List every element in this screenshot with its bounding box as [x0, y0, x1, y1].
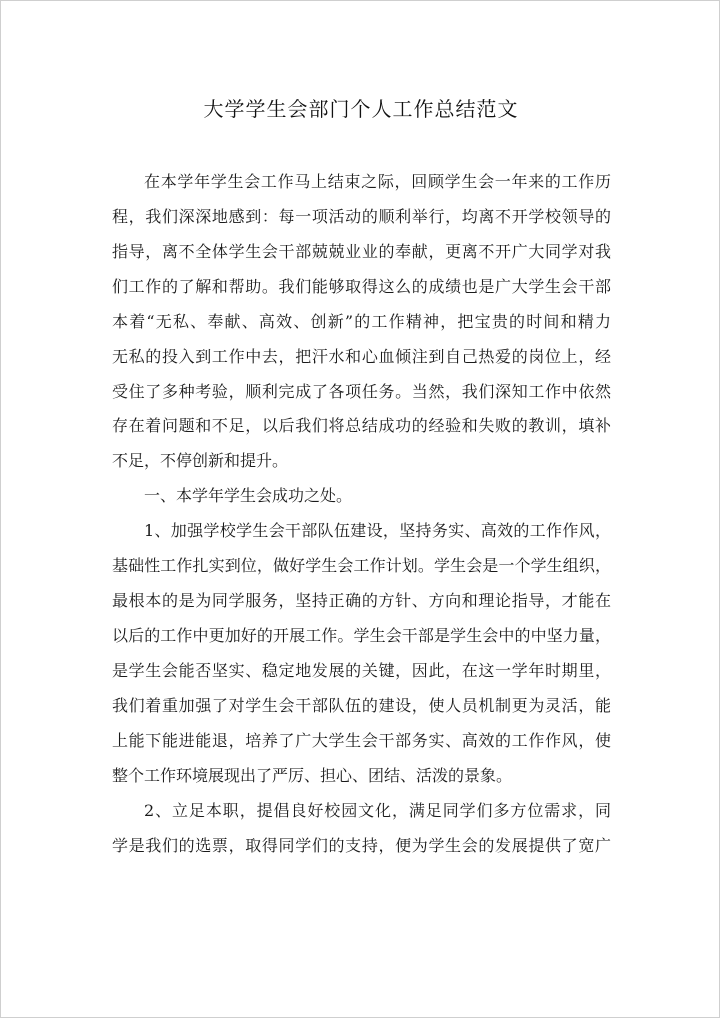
- section-heading: 一、本学年学生会成功之处。: [144, 486, 353, 505]
- body-line: 在本学年学生会工作马上结束之际，回顾学生会一年来的工作历: [144, 172, 611, 191]
- body-line: 存在着问题和不足，以后我们将总结成功的经验和失败的教训，填补: [112, 416, 611, 435]
- body-line: 以后的工作中更加好的开展工作。学生会干部是学生会中的中坚力量，: [112, 626, 611, 645]
- body-line: 整个工作环境展现出了严厉、担心、团结、活泼的景象。: [112, 766, 513, 785]
- body-line: 们工作的了解和帮助。我们能够取得这么的成绩也是广大学生会干部: [112, 277, 611, 296]
- body-line: 最根本的是为同学服务，坚持正确的方针、方向和理论指导，才能在: [112, 591, 611, 610]
- body-line: 1、加强学校学生会干部队伍建设，坚持务实、高效的工作作风，: [144, 521, 611, 540]
- body-line: 程，我们深深地感到：每一项活动的顺利举行，均离不开学校领导的: [112, 207, 611, 226]
- body-line: 本着“无私、奉献、高效、创新”的工作精神，把宝贵的时间和精力: [112, 312, 611, 331]
- body-line: 无私的投入到工作中去，把汗水和心血倾注到自己热爱的岗位上，经: [112, 347, 611, 366]
- body-line: 指导，离不全体学生会干部兢兢业业的奉献，更离不开广大同学对我: [112, 242, 611, 261]
- body-line: 上能下能进能退，培养了广大学生会干部务实、高效的工作作风，使: [112, 731, 611, 750]
- body-line: 我们着重加强了对学生会干部队伍的建设，使人员机制更为灵活，能: [112, 696, 611, 715]
- body-line: 基础性工作扎实到位，做好学生会工作计划。学生会是一个学生组织，: [112, 556, 611, 575]
- body-line: 是学生会能否坚实、稳定地发展的关键，因此，在这一学年时期里，: [112, 661, 611, 680]
- body-line: 2、立足本职，提倡良好校园文化，满足同学们多方位需求，同: [144, 801, 611, 820]
- body-line: 学是我们的选票，取得同学们的支持，便为学生会的发展提供了宽广: [112, 836, 611, 855]
- body-line: 不足，不停创新和提升。: [112, 451, 289, 470]
- body-line: 受住了多种考验，顺利完成了各项任务。当然，我们深知工作中依然: [112, 382, 611, 401]
- document-title: 大学学生会部门个人工作总结范文: [203, 97, 519, 121]
